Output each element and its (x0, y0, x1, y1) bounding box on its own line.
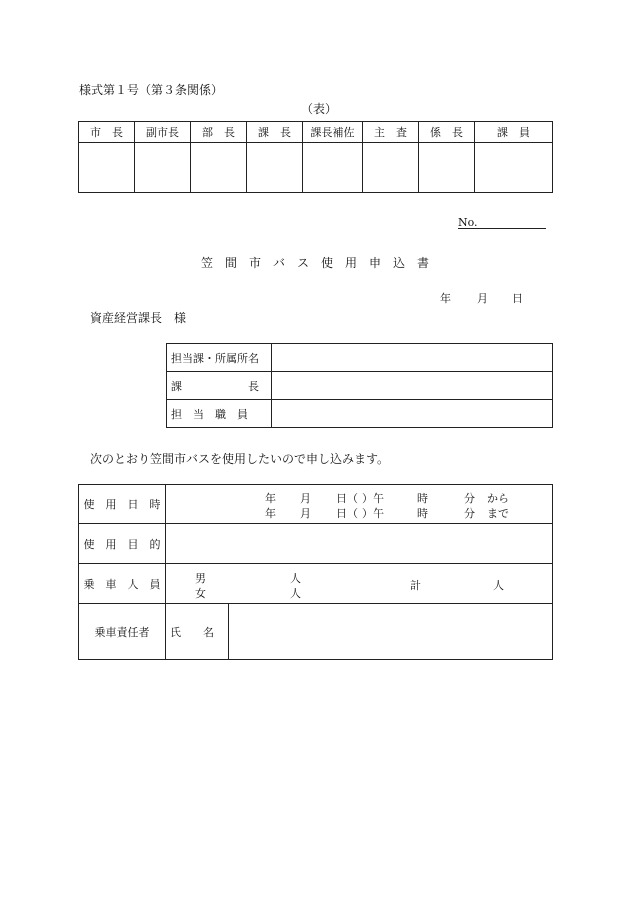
approval-header-mayor: 市 長 (79, 122, 135, 143)
usage-purpose-row (79, 524, 553, 564)
usage-table (78, 484, 553, 660)
applicant-staff-label: 担 当 職 員 (167, 400, 272, 428)
stamp-cell[interactable] (419, 143, 475, 193)
date-year-label: 年 (440, 292, 451, 305)
from-suffix: から (487, 492, 509, 505)
from-hour: 時 (417, 492, 428, 505)
stamp-cell[interactable] (475, 143, 553, 193)
date-day-label: 日 (512, 292, 523, 305)
name-label: 氏 名 (166, 604, 229, 660)
approval-header-assistant-chief: 課長補佐 (303, 122, 363, 143)
male-count-unit: 人 (290, 572, 301, 585)
usage-datetime-row (79, 485, 553, 524)
usage-datetime-field[interactable] (166, 485, 553, 524)
applicant-row (167, 344, 553, 372)
usage-responsible-label: 乗車責任者 (79, 604, 166, 660)
date-month-label: 月 (477, 292, 488, 305)
usage-responsible-row (79, 604, 553, 660)
stamp-cell[interactable] (79, 143, 135, 193)
applicant-row (167, 400, 553, 428)
approval-header-director: 部 長 (191, 122, 247, 143)
applicant-chief-field[interactable] (272, 372, 553, 400)
from-month: 月 (300, 492, 311, 505)
applicant-chief-label: 課 長 (167, 372, 272, 400)
approval-table (78, 121, 553, 193)
approval-header-staff: 課 員 (475, 122, 553, 143)
approval-header-row (79, 122, 553, 143)
applicant-table (166, 343, 553, 428)
to-year: 年 (265, 507, 276, 520)
male-label: 男 (195, 572, 206, 585)
approval-header-deputy-mayor: 副市長 (135, 122, 191, 143)
approval-header-inspector: 主 査 (363, 122, 419, 143)
usage-passengers-row (79, 564, 553, 604)
total-label: 計 (410, 579, 421, 592)
approval-header-section-chief: 課 長 (247, 122, 303, 143)
approval-header-subsection-chief: 係 長 (419, 122, 475, 143)
total-count-unit: 人 (493, 579, 504, 592)
form-number: 様式第１号（第３条関係） (79, 83, 224, 97)
applicant-department-field[interactable] (272, 344, 553, 372)
stamp-cell[interactable] (191, 143, 247, 193)
usage-datetime-label: 使 用 日 時 (79, 485, 166, 524)
to-day: 日（ (336, 507, 358, 520)
from-ampm: ）午 (362, 492, 384, 505)
to-ampm: ）午 (362, 507, 384, 520)
female-label: 女 (195, 587, 206, 600)
to-hour: 時 (417, 507, 428, 520)
to-month: 月 (300, 507, 311, 520)
to-minute: 分 (464, 507, 475, 520)
stamp-cell[interactable] (135, 143, 191, 193)
applicant-staff-field[interactable] (272, 400, 553, 428)
stamp-cell[interactable] (247, 143, 303, 193)
responsible-name-field[interactable] (229, 604, 553, 660)
from-day: 日（ (336, 492, 358, 505)
form-side-label: （表） (301, 102, 338, 116)
from-minute: 分 (464, 492, 475, 505)
from-year: 年 (265, 492, 276, 505)
to-suffix: まで (487, 507, 509, 520)
number-underline[interactable] (458, 228, 546, 229)
usage-passengers-label: 乗 車 人 員 (79, 564, 166, 604)
addressee: 資産経営課長 様 (90, 311, 187, 325)
applicant-row (167, 372, 553, 400)
stamp-cell[interactable] (363, 143, 419, 193)
applicant-department-label: 担当課・所属所名 (167, 344, 272, 372)
number-label: No. (458, 216, 478, 229)
usage-passengers-field[interactable] (166, 564, 553, 604)
intro-text: 次のとおり笠間市バスを使用したいので申し込みます。 (90, 452, 390, 466)
usage-purpose-field[interactable] (166, 524, 553, 564)
usage-purpose-label: 使 用 目 的 (79, 524, 166, 564)
document-title: 笠 間 市 バ ス 使 用 申 込 書 (201, 256, 430, 270)
stamp-cell[interactable] (303, 143, 363, 193)
approval-stamp-row (79, 143, 553, 193)
female-count-unit: 人 (290, 587, 301, 600)
